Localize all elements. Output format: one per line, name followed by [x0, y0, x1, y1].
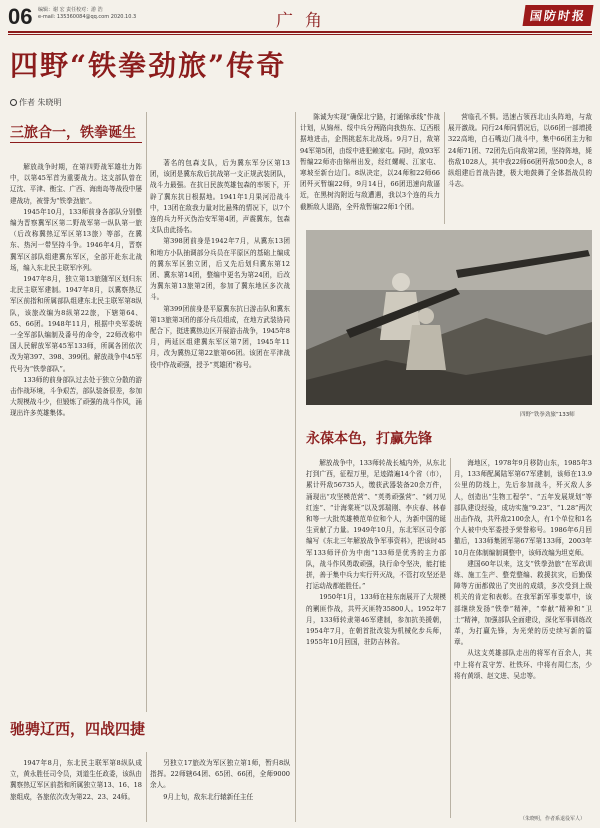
- text-column-2: [150, 158, 290, 684]
- paragraph: 解放战争中，133师转战长城内外，从东北打到广西，征程万里，足迹踏遍14个省（市），累计歼敌56735人，缴获武器装备20余万件，涌现出“攻坚模范营”、“英勇顽强营”、“刺刀见红连”、“计海棠班”以及郭瑞刚、李庆春、林春和等一大批英雄模范单位和个人，为新中国的诞生贡献了力量。1949年10月，东北军区司令部编写《东北三年解放战争军事资料》，把该时45军133师评价为中南“133师是优秀的主力部队，战斗作风勇敢顽强，执行命令坚决，能打能拼，善于集中兵力实行歼灭战，不管打攻坚还是打运动战都能胜任。”: [306, 459, 446, 591]
- article-headline: 四野“铁拳劲旅”传奇: [10, 49, 287, 82]
- text-column-5: [306, 458, 446, 820]
- photo-caption: 四野“铁拳劲旅”133师: [520, 412, 575, 418]
- section-title-3: 驰骋辽西，四战四捷: [10, 720, 146, 738]
- paragraph: 133师的前身部队过去处于独立分散的游击作战环境，斗争艰苦，部队装备很差，参加大规模战斗少，但锻炼了顽强的战斗作风，涌现出许多英雄集体。: [10, 375, 142, 418]
- paragraph: 营临孔不惧。迅速占领西北山头阵地，与敌展开激战。同行24师同情况后，以66团一部增援322高地，白石嘴边门战斗中，集中66团主力和24师71团、72团先后向敌第2团，坚持阵地，毙伤敌1028人，其中我22师66团歼敌500余人，8纵组建后首战告捷，极大地鼓舞了全体指战员的斗志。: [448, 113, 592, 189]
- staff-line-contact: e-mail: 135360084@qq.com 2020.10.3: [38, 14, 137, 20]
- pen-icon: [10, 99, 17, 106]
- column-divider: [444, 112, 445, 224]
- staff-line-editors: 编辑：谢 宏 责任校对：游 浩: [38, 7, 103, 13]
- soldiers-photo-illustration: [306, 230, 592, 405]
- section-rule: [10, 142, 142, 143]
- newspaper-logo: 国防时报: [523, 5, 594, 26]
- page-number: 06: [8, 4, 33, 29]
- staff-info: [38, 7, 136, 21]
- text-column-1: [10, 162, 142, 684]
- paragraph: 1947年8月，东北民主联军第8纵队成立，黄永胜任司令员，刘道生任政委，该纵由冀察热辽军区前指和所属独立第13、16、18旅组成，各旅依次改为第22、23、24师。: [10, 759, 142, 801]
- paragraph: 第399团前身是平原冀东抗日游击队和冀东第13旅第3团的部分兵员组成，在地方武装协同配合下，挺进冀热边区开展游击战争，1945年8月，两延区组建冀东军区第7团，1945年11月，改为冀热辽第22旅第66团。该团在平津战役中作战顽强，授予“英雄团”称号。: [150, 304, 290, 369]
- historical-photo: [306, 230, 592, 405]
- paragraph: 9月上旬，敌东北行辕新任主任: [163, 792, 254, 801]
- paragraph: 解放战争时期，在第四野战军雄壮力阵中，以第45军首为重要战力。这支部队曾在辽沈、平津、衡宝、广西、海南岛等战役中屡建战功，被誉为“铁拳劲旅”。: [10, 163, 142, 205]
- text-column-6: [454, 458, 592, 820]
- masthead-rule: [8, 31, 592, 33]
- paragraph: 1947年8月，独立第13旅随军区划归东北民主联军建制。1947年8月，以冀察热辽军区前指和所属部队组建东北民主联军第8纵队，该旅改编为8纵第22旅，下辖第64、65、66团。1948年11月，根据中央军委统一全军部队编制及番号的命令，22师改称中国人民解放军第45军133师，所属各团依次改为第397、398、399团。解放战争中45军代号为“铁拳部队”。: [10, 275, 142, 373]
- paragraph: 陈诚为实现“确保北宁路，打通锦承线”作战计划，从锦州、绥中兵分两路向我热东、辽西根据地进击，企图挑起东北战场。9月7日，敌第94军第5团，由绥中进犯赖家屯。同时，敌93军暂编22师亦由锦州出发，经红螺岘、江家屯、寒坡至新台边门。8纵决定，以24师和22师66团歼灭暂编22师，9月14日，66团迅速向敌逼近，在黑树沟附近与敌遭遇，我以3个连的兵力截断敌人退路，全歼敌暂编22师1个团。: [300, 113, 440, 211]
- section-name: 广角: [276, 11, 334, 31]
- masthead: [8, 4, 592, 30]
- byline: [10, 97, 62, 108]
- paragraph: 著名的包森支队，后为冀东军分区第13团，该团是冀东敌后抗战第一支正规武装团队，战斗力最强。在抗日民族英雄包森的率领下，开辟了冀东抗日根据地。1941年1月果河沿战斗中，13团在敌我力量对比悬殊的情况下，以7个连的兵力歼灭伪治安军第4团，声震冀东，包森支队由此扬名。: [150, 159, 290, 235]
- paragraph: 从这支英雄部队走出的将军有百余人，其中上将有袁守芳、杜铁环、中将有周仁杰，少将有黄颂、赵文进、吴忠等。: [454, 649, 592, 680]
- paragraph: 另独立17旅改为军区独立第1师，暂归8纵指挥。22师辖64团、65团、66团，全师9000余人。: [150, 759, 290, 790]
- column-divider: [295, 112, 296, 822]
- paragraph: 1945年10月，133师前身各部队分别整编为晋察冀军区第二野战军第一纵队第一旅（后改称冀热辽军区第13旅）等部，在冀东、热河一带坚持斗争。1946年4月，晋察冀军区部队组建冀东军区，全部开赴东北战场，编入东北民主联军序列。: [10, 207, 142, 272]
- paragraph: 海地区，1978年9月移防山东，1985年3月，133师配属陆军第67军建制，该师在13.9公里的防线上，先后参加战斗，歼灭敌人多人，创造出“生物工程学”、“五年发展规划”等部队建设经验，成功实施“9.23”、“1.28”两次出击作战，共歼敌2100余人，有1个单位和1名个人被中央军委授予荣誉称号。1986年6月回撤后，133师集团军第67军第133师，2003年10月在体制编制调整中，该师改编为坦克师。: [454, 459, 592, 557]
- column-divider: [450, 458, 451, 818]
- text-column-8: [150, 758, 290, 822]
- masthead-rule-thin: [8, 34, 592, 35]
- section-title-1: 三旅合一，铁拳诞生: [10, 125, 136, 141]
- section-title-2: 永葆本色，打赢先锋: [306, 431, 432, 447]
- text-column-7: [10, 758, 142, 822]
- text-column-3: [300, 112, 440, 224]
- paragraph: 建国60年以来，这支“铁拳劲旅”在军政训练、施工生产、整党整编、救援抗灾，后勤保障等方面都做出了突出的成绩，多次受到上级机关的肯定和表彰。在我军新军事变革中，该部继续发扬“铁拳”精神，“奉献”精神和“卫士”精神，加强部队全面建设，深化军事训练改革，为打赢先锋，为光荣的历史续写新的篇章。: [454, 559, 592, 647]
- byline-text: 作者 朱晓明: [19, 98, 62, 107]
- paragraph: 第398团前身是1942年7月，从冀东13团和地方小队抽调部分兵员在平原区的基础上编成的冀东军区独立团，后又先后划归冀东第12团、冀东第14团，整编中更名为第24团，后改为冀东第13旅第2团，参加了冀东地区多次战斗。: [150, 237, 290, 302]
- column-divider: [146, 112, 147, 712]
- author-note: （朱晓明，作者系退役军人）: [520, 816, 586, 822]
- text-column-4: [448, 112, 592, 224]
- paragraph: 1950年1月，133师在桂东南展开了大规模的剿匪作战，共歼灭匪特35800人。1952年7月，133师转隶第46军建制，参加抗美援朝，1954年7月，在朝首批改装为机械化步兵师，1955年10月回国，驻防吉林省。: [306, 593, 446, 647]
- column-divider: [146, 752, 147, 822]
